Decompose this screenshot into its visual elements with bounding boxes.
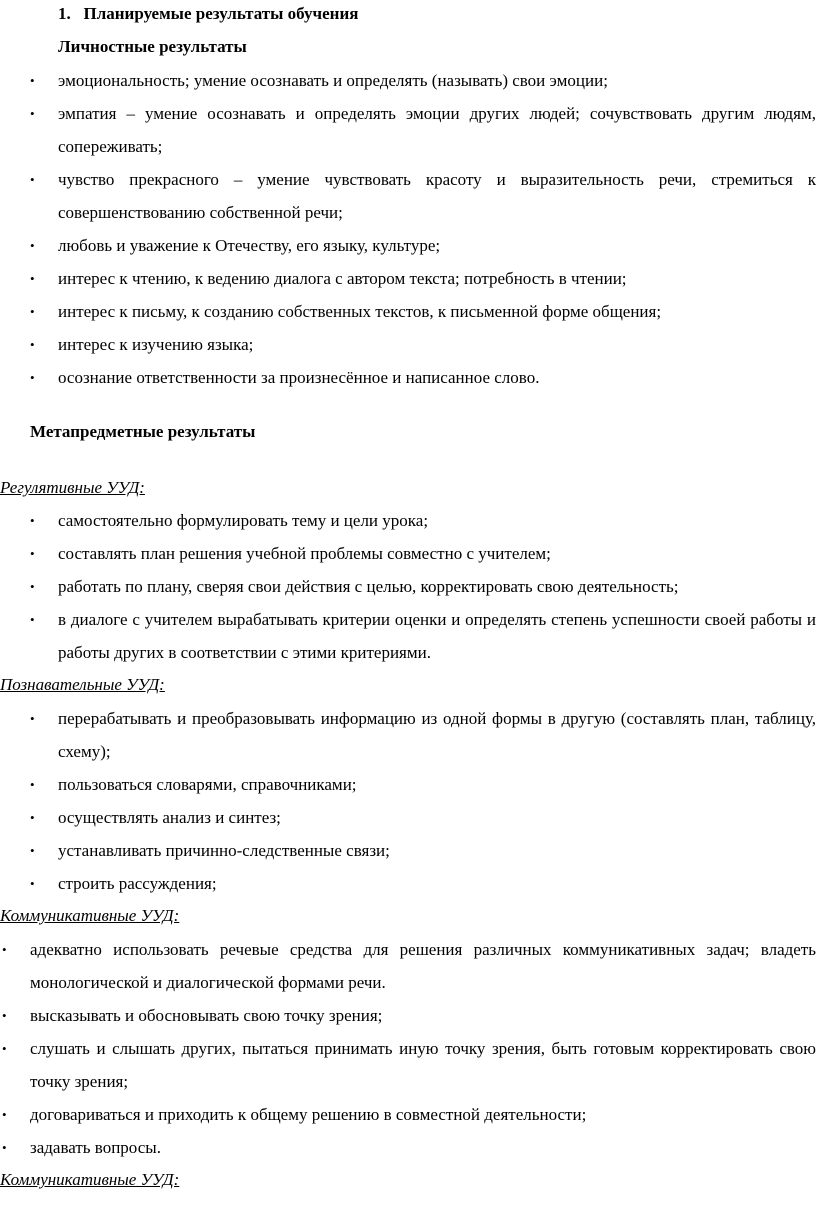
list-item: • интерес к письму, к созданию собственных текстов, к письменной форме общения; <box>58 295 816 328</box>
list-item: • осуществлять анализ и синтез; <box>58 801 816 834</box>
communicative-label: Коммуникативные УУД: <box>0 906 180 925</box>
bullet-icon: • <box>30 843 35 858</box>
bullet-icon: • <box>2 1041 7 1056</box>
section-title-text: Планируемые результаты обучения <box>83 4 359 23</box>
list-item: • составлять план решения учебной проблемы совместно с учителем; <box>58 537 816 570</box>
bullet-icon: • <box>30 172 35 187</box>
regulative-label: Регулятивные УУД: <box>0 478 145 497</box>
list-item: • эмоциональность; умение осознавать и определять (называть) свои эмоции; <box>58 64 816 97</box>
list-item: • интерес к изучению языка; <box>58 328 816 361</box>
list-item: • осознание ответственности за произнесённое и написанное слово. <box>58 361 816 394</box>
bullet-icon: • <box>30 777 35 792</box>
list-item: • в диалоге с учителем вырабатывать критерии оценки и определять степень успешности своей работы и работы других в соответствии с этими критериями. <box>58 603 816 669</box>
bullet-icon: • <box>30 73 35 88</box>
list-item: • перерабатывать и преобразовывать информацию из одной формы в другую (составлять план, таблицу, схему); <box>58 702 816 768</box>
list-item: • самостоятельно формулировать тему и цели урока; <box>58 504 816 537</box>
communicative-list <box>2 933 816 1164</box>
list-item: • высказывать и обосновывать свою точку зрения; <box>30 999 816 1032</box>
list-item: • устанавливать причинно-следственные связи; <box>58 834 816 867</box>
bullet-icon: • <box>2 1140 7 1155</box>
bullet-icon: • <box>30 370 35 385</box>
list-item: • интерес к чтению, к ведению диалога с автором текста; потребность в чтении; <box>58 262 816 295</box>
list-item: • пользоваться словарями, справочниками; <box>58 768 816 801</box>
bullet-icon: • <box>2 942 7 957</box>
list-item: • чувство прекрасного – умение чувствовать красоту и выразительность речи, стремиться к совершенствованию собственной речи; <box>58 163 816 229</box>
bullet-icon: • <box>2 1008 7 1023</box>
personal-heading: Личностные результаты <box>58 37 247 56</box>
bullet-icon: • <box>30 612 35 627</box>
bullet-icon: • <box>30 337 35 352</box>
list-item: • задавать вопросы. <box>30 1131 816 1164</box>
bullet-icon: • <box>30 546 35 561</box>
list-item: • строить рассуждения; <box>58 867 816 900</box>
bullet-icon: • <box>30 579 35 594</box>
cognitive-list <box>30 702 816 900</box>
list-item: • любовь и уважение к Отечеству, его языку, культуре; <box>58 229 816 262</box>
bullet-icon: • <box>2 1107 7 1122</box>
bullet-icon: • <box>30 238 35 253</box>
list-item: • слушать и слышать других, пытаться принимать иную точку зрения, быть готовым корректировать свою точку зрения; <box>30 1032 816 1098</box>
meta-heading: Метапредметные результаты <box>30 422 256 441</box>
section-title <box>58 2 358 26</box>
cognitive-label: Познавательные УУД: <box>0 675 165 694</box>
bullet-icon: • <box>30 271 35 286</box>
communicative-label-2: Коммуникативные УУД: <box>0 1170 180 1189</box>
bullet-icon: • <box>30 304 35 319</box>
bullet-icon: • <box>30 711 35 726</box>
regulative-list <box>30 504 816 669</box>
bullet-icon: • <box>30 513 35 528</box>
list-item: • эмпатия – умение осознавать и определять эмоции других людей; сочувствовать другим людям, сопереживать; <box>58 97 816 163</box>
list-item: • работать по плану, сверяя свои действия с целью, корректировать свою деятельность; <box>58 570 816 603</box>
personal-list <box>30 64 816 394</box>
bullet-icon: • <box>30 810 35 825</box>
bullet-icon: • <box>30 876 35 891</box>
section-number: 1. <box>58 4 71 23</box>
bullet-icon: • <box>30 106 35 121</box>
list-item: • адекватно использовать речевые средства для решения различных коммуникативных задач; владеть монологической и диалогической формами речи. <box>30 933 816 999</box>
list-item: • договариваться и приходить к общему решению в совместной деятельности; <box>30 1098 816 1131</box>
